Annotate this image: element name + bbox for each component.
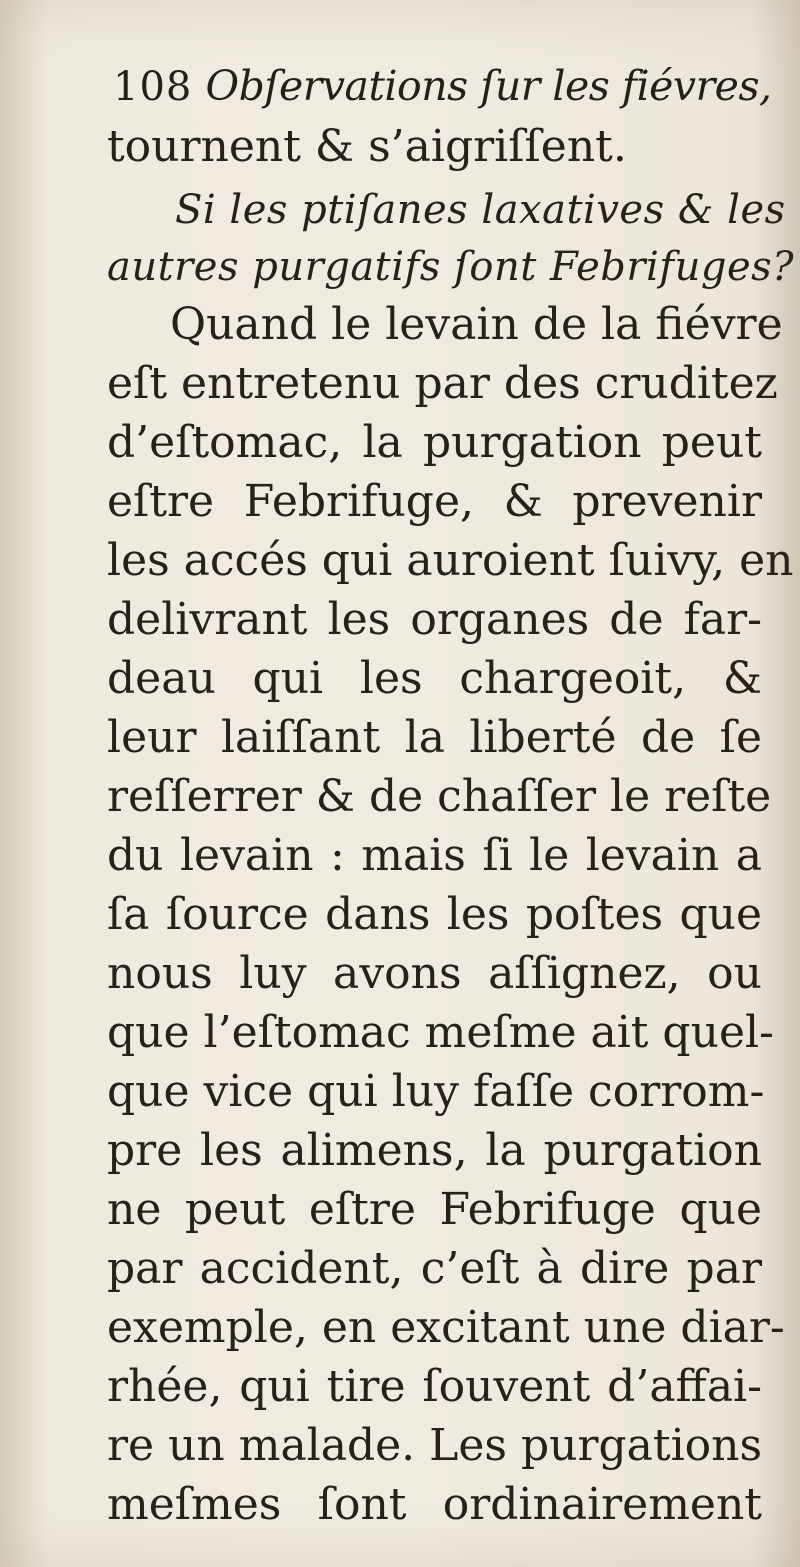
running-title: Obſervations ſur les fiévres, xyxy=(205,62,772,110)
section-heading-line: Si les ptiſanes laxatives & les xyxy=(175,187,786,233)
text-line: eſt entretenu par des cruditez xyxy=(107,358,778,409)
text-line: tournent & s’aigriſſent. xyxy=(107,121,627,172)
text-line: pre les alimens, la purgation xyxy=(107,1125,762,1176)
text-line: ſa ſource dans les poſtes que xyxy=(107,889,762,940)
text-line: que vice qui luy faſſe corrom- xyxy=(107,1066,765,1117)
page-number: 108 xyxy=(113,64,193,110)
text-line: rhée, qui tire ſouvent d’affai- xyxy=(107,1361,762,1412)
text-line: ne peut eſtre Febrifuge que xyxy=(107,1184,762,1235)
text-line: que l’eſtomac meſme ait quel- xyxy=(107,1007,774,1058)
text-line: meſmes ſont ordinairement xyxy=(107,1479,762,1530)
text-line: par accident, c’eſt à dire par xyxy=(107,1243,762,1294)
text-line: nous luy avons aſſignez, ou xyxy=(107,948,762,999)
text-line: deau qui les chargeoit, & xyxy=(107,653,762,704)
text-line: du levain : mais ſi le levain a xyxy=(107,830,762,881)
text-line: re un malade. Les purgations xyxy=(107,1420,763,1471)
text-line: delivrant les organes de far- xyxy=(107,594,762,645)
text-line: d’eſtomac, la purgation peut xyxy=(107,417,762,468)
text-line: eſtre Febrifuge, & prevenir xyxy=(107,476,762,527)
text-line: les accés qui auroient ſuivy, en xyxy=(107,535,794,586)
text-line: leur laiſſant la liberté de ſe xyxy=(107,712,762,763)
running-head xyxy=(113,62,773,122)
text-line: exemple, en excitant une diar- xyxy=(107,1302,785,1353)
text-line: Quand le levain de la fiévre xyxy=(170,299,783,350)
text-line: reſſerrer & de chaſſer le reſte xyxy=(107,771,772,822)
section-heading-line: autres purgatifs ſont Febrifuges? xyxy=(107,244,795,290)
